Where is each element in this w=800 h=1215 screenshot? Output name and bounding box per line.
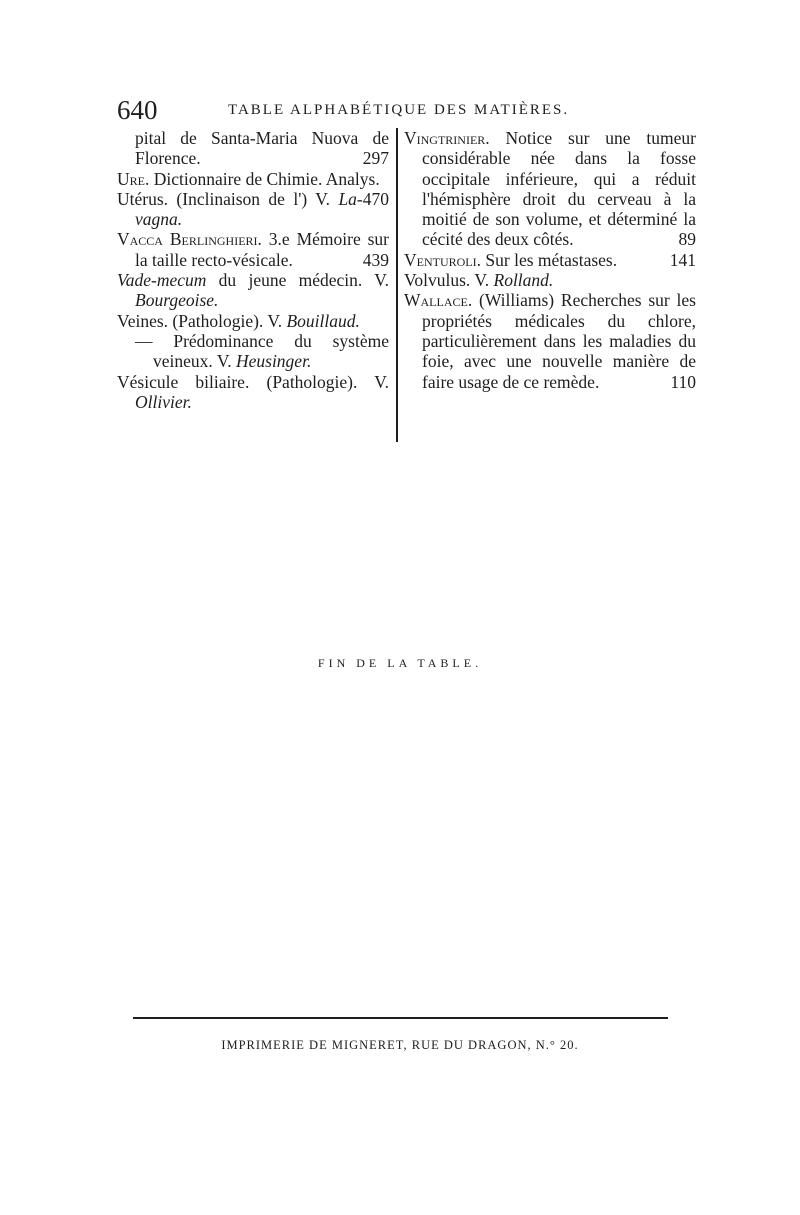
entry-reference: Bouillaud. [286,310,360,331]
entry-text: V. [470,270,494,291]
entry-reference: Ollivier. [135,391,192,412]
entry-reference: Heusinger. [235,351,312,372]
entry-heading: Volvulus. [404,270,471,291]
index-entry [404,128,696,250]
right-column [404,128,696,392]
footer-rule [133,1017,668,1019]
index-entry [117,189,389,230]
entry-reference: La-vagna. [135,188,363,230]
entry-text: 3.e Mémoire sur la taille recto-vésicale. [135,229,389,270]
entry-reference: Bourgeoise. [135,290,219,311]
entry-text: Dictionnaire de Chimie. Analys. [149,168,380,189]
index-entry [117,128,389,169]
page-number: 640 [117,95,158,125]
index-entry [117,311,389,331]
entry-heading: Venturoli. [404,249,482,270]
entry-heading: Vade-mecum [117,270,207,291]
index-entry [117,270,389,311]
running-title: TABLE ALPHABÉTIQUE DES MATIÈRES. [228,102,570,118]
left-column [117,128,389,412]
entry-page: 439 [362,249,389,270]
entry-heading: Ure. [117,168,150,189]
entry-text: (Inclinaison de l') V. [168,188,339,209]
printer-imprint: IMPRIMERIE DE MIGNERET, RUE DU DRAGON, N.° 20. [221,1038,579,1052]
entry-page: 110 [670,371,696,392]
entry-heading: Vingtrinier. [404,128,490,148]
entry-heading: Utérus. [117,188,169,209]
entry-heading: Vacca Berlinghieri. [117,229,262,250]
entry-heading: Wallace. [404,290,473,311]
index-entry [117,331,389,372]
entry-text: Sur les métastases. [481,249,618,270]
index-entry [404,270,696,290]
entry-text: (Pathologie). V. [168,310,287,331]
end-of-table-mark: FIN DE LA TABLE. [317,656,483,670]
entry-text: V. [212,351,236,372]
column-divider [396,128,398,442]
entry-heading: Vésicule biliaire. [117,371,250,392]
entry-heading: Veines. [117,310,169,331]
index-entry [117,229,389,270]
entry-page: 89 [678,229,696,250]
entry-text: pital de Santa-Maria Nuova de Florence. [135,128,389,169]
index-entry [117,372,389,413]
entry-text: (Pathologie). V. [249,371,389,392]
entry-text: (Williams) Recherches sur les propriétés médicales du chlore, particulièrement dans les maladies du foie, avec une nouvelle manière de faire usage de ce remède. [422,290,696,392]
entry-text: du jeune médecin. V. [206,270,389,291]
entry-reference: Rolland. [493,270,554,291]
entry-page: 141 [669,249,696,270]
entry-page: 297 [362,148,389,169]
index-entry [404,250,696,270]
index-entry [404,290,696,391]
entry-page: 470 [362,188,389,209]
entry-text: Notice sur une tumeur considérable née dans la fosse occipitale inférieure, qui a réduit l'hémisphère droit du cerveau à la moitié de son volume, et déterminé la cécité des deux côtés. [422,128,696,250]
entry-heading: — Prédominance du système veineux. [135,330,389,372]
